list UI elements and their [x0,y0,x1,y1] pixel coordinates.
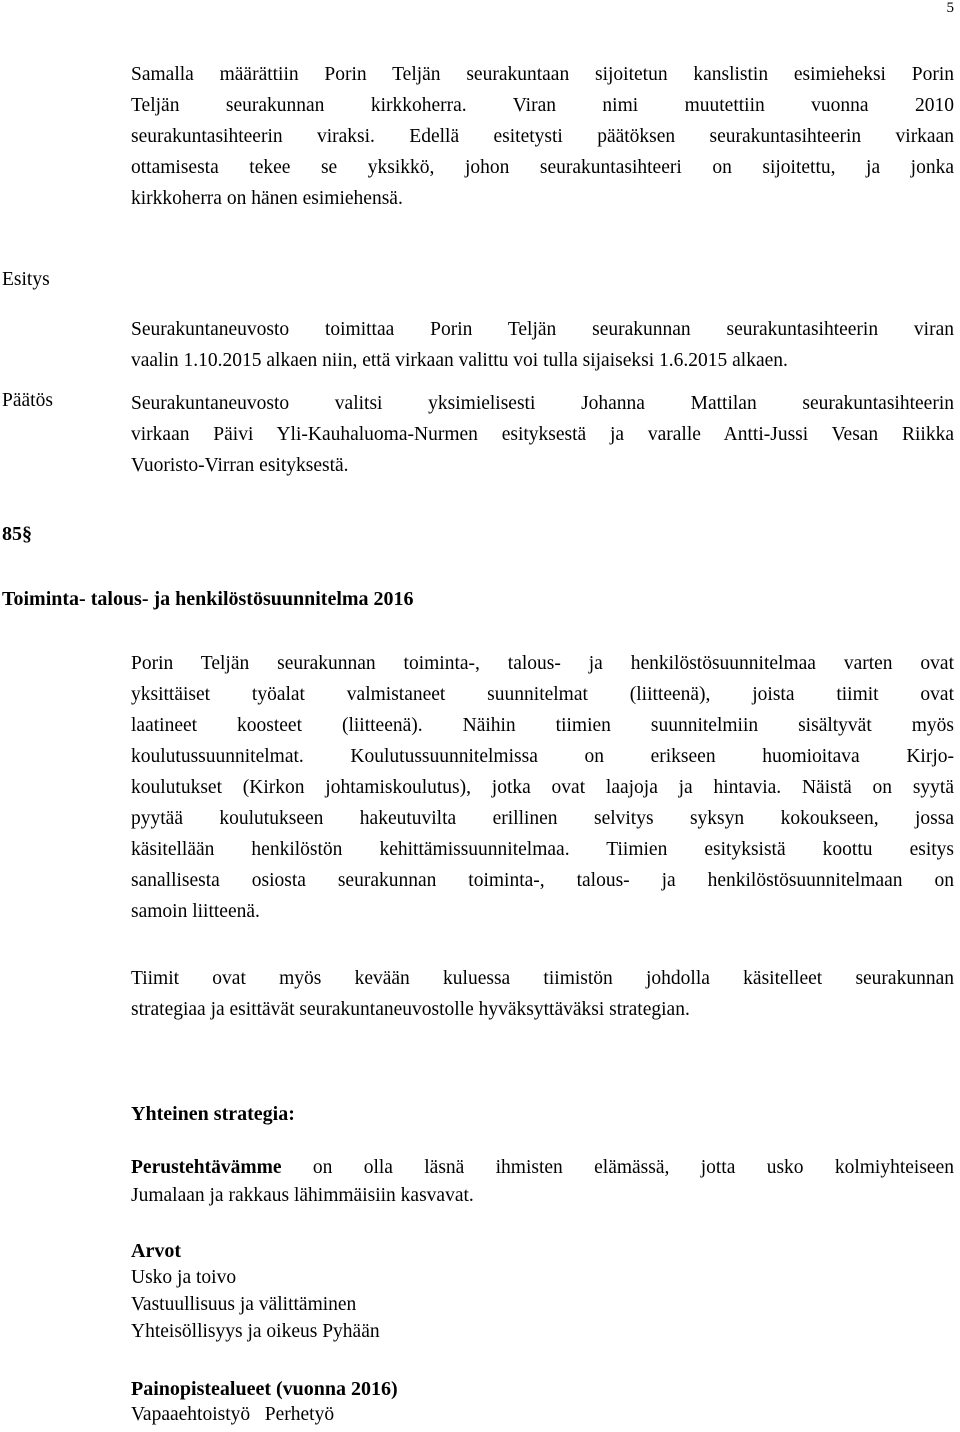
mission-rest: on olla läsnä ihmisten elämässä, jotta usko kolmiyhteiseen [281,1157,954,1178]
section-body-line: käsitellään henkilöstön kehittämissuunnitelmaa. Tiimien esityksistä koottu esitys [131,839,954,860]
esitys-line: vaalin 1.10.2015 alkaen niin, että virkaan valittu voi tulla sijaiseksi 1.6.2015 alkaen. [131,350,788,371]
esitys-paragraph [131,314,954,376]
value-item: Yhteisöllisyys ja oikeus Pyhään [131,1321,380,1342]
section-body-line: Porin Teljän seurakunnan toiminta-, talous- ja henkilöstösuunnitelmaa varten ovat [131,653,954,674]
mission-bold: Perustehtävämme [131,1157,282,1178]
section-body-line: yksittäiset työalat valmistaneet suunnitelmat (liitteenä), joista tiimit ovat [131,684,954,705]
section-body-paragraph-1 [131,648,954,927]
focus-items: Vapaaehtoistyö Perhetyö [131,1404,335,1425]
section-body-line: pyytää koulutukseen hakeutuvilta erillinen selvitys syksyn kokoukseen, jossa [131,808,954,829]
section-body-line: Tiimit ovat myös kevään kuluessa tiimistön johdolla käsitelleet seurakunnan [131,968,954,989]
value-item: Vastuullisuus ja välittäminen [131,1294,357,1315]
paatos-label: Päätös [2,390,53,411]
paatos-line: Vuoristo-Virran esityksestä. [131,455,349,476]
esitys-line: Seurakuntaneuvosto toimittaa Porin Teljän seurakunnan seurakuntasihteerin viran [131,319,954,340]
section-body-line: sanallisesta osiosta seurakunnan toiminta-, talous- ja henkilöstösuunnitelmaan on [131,870,954,891]
intro-line: seurakuntasihteerin viraksi. Edellä esitetysti päätöksen seurakuntasihteerin virkaan [131,126,954,147]
section-body-line: koulutussuunnitelmat. Koulutussuunnitelmissa on erikseen huomioitava Kirjo- [131,746,954,767]
paatos-line: virkaan Päivi Yli-Kauhaluoma-Nurmen esityksestä ja varalle Antti-Jussi Vesan Riikka [131,424,954,445]
values-heading: Arvot [131,1240,181,1262]
intro-line: kirkkoherra on hänen esimiehensä. [131,188,403,209]
intro-line: Teljän seurakunnan kirkkoherra. Viran nimi muutettiin vuonna 2010 [131,95,954,116]
mission-paragraph [131,1154,954,1210]
section-body-line: laatineet koosteet (liitteenä). Näihin tiimien suunnitelmiin sisältyvät myös [131,715,954,736]
value-item: Usko ja toivo [131,1267,237,1288]
esitys-label: Esitys [2,269,50,290]
mission-line: Jumalaan ja rakkaus lähimmäisiin kasvavat. [131,1185,474,1206]
intro-line: ottamisesta tekee se yksikkö, johon seurakuntasihteeri on sijoitettu, ja jonka [131,157,954,178]
paatos-line: Seurakuntaneuvosto valitsi yksimielisesti Johanna Mattilan seurakuntasihteerin [131,393,954,414]
mission-line [131,1154,954,1182]
strategy-heading: Yhteinen strategia: [131,1103,295,1125]
section-body-line: samoin liitteenä. [131,901,260,922]
section-body-paragraph-2 [131,963,954,1025]
paatos-paragraph [131,388,954,481]
section-number: 85§ [2,523,32,545]
section-body-line: strategiaa ja esittävät seurakuntaneuvostolle hyväksyttäväksi strategian. [131,999,690,1020]
section-title: Toiminta- talous- ja henkilöstösuunnitelma 2016 [2,588,414,610]
focus-heading: Painopistealueet (vuonna 2016) [131,1378,398,1400]
intro-line: Samalla määrättiin Porin Teljän seurakuntaan sijoitetun kanslistin esimieheksi Porin [131,64,954,85]
section-body-line: koulutukset (Kirkon johtamiskoulutus), jotka ovat laajoja ja hintavia. Näistä on syytä [131,777,954,798]
page-number: 5 [946,0,954,16]
intro-paragraph [131,59,954,214]
